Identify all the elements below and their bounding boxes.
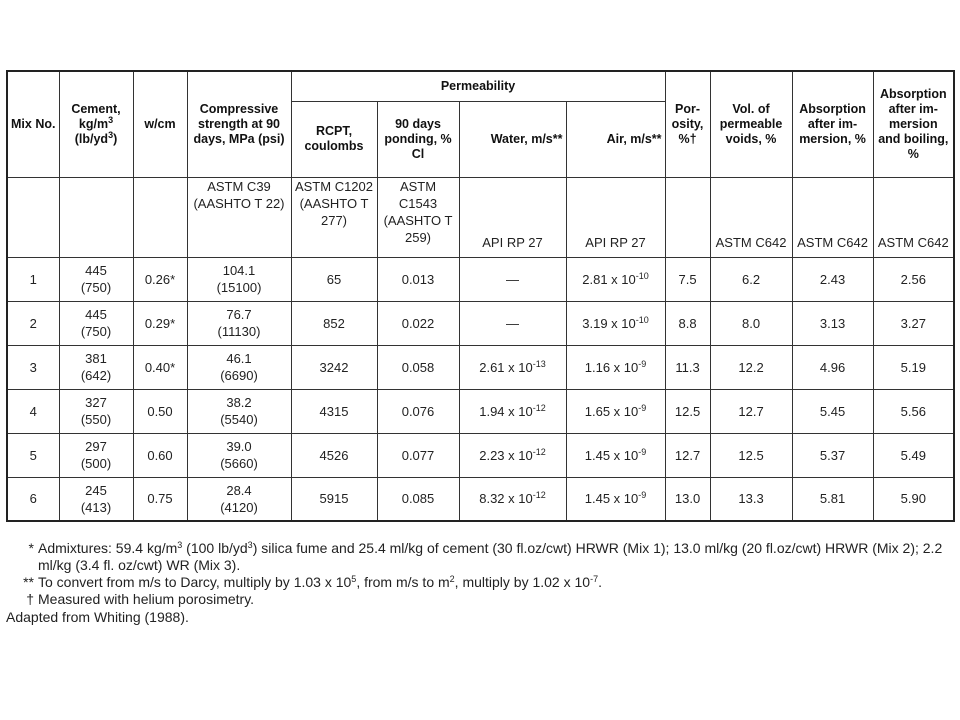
cell-air: 2.81 x $10^{-10}$ bbox=[566, 257, 665, 301]
cell-absorption-boiling: 5.19 bbox=[873, 345, 954, 389]
std-mix bbox=[7, 177, 59, 257]
cell-wcm: 0.75 bbox=[133, 477, 187, 521]
cell-porosity: 13.0 bbox=[665, 477, 710, 521]
concrete-permeability-table bbox=[6, 70, 955, 522]
cell-absorption-boiling: 3.27 bbox=[873, 301, 954, 345]
cell-cement: 297 (500) bbox=[59, 433, 133, 477]
cell-wcm: 0.50 bbox=[133, 389, 187, 433]
cell-wcm: 0.60 bbox=[133, 433, 187, 477]
cell-porosity: 8.8 bbox=[665, 301, 710, 345]
std-porosity bbox=[665, 177, 710, 257]
header-rcpt: RCPT, coulombs bbox=[291, 101, 377, 177]
cell-absorption-boiling: 5.49 bbox=[873, 433, 954, 477]
cell-mix: 5 bbox=[7, 433, 59, 477]
cell-absorption: 5.81 bbox=[792, 477, 873, 521]
std-wcm bbox=[133, 177, 187, 257]
cell-wcm: 0.29* bbox=[133, 301, 187, 345]
std-absorption-boiling: ASTM C642 bbox=[873, 177, 954, 257]
cell-strength: 28.4 (4120) bbox=[187, 477, 291, 521]
cell-air: 1.45 x $10^{-9}$ bbox=[566, 477, 665, 521]
cell-water: 8.32 x $10^{-12}$ bbox=[459, 477, 566, 521]
cell-absorption-boiling: 2.56 bbox=[873, 257, 954, 301]
cell-rcpt: 5915 bbox=[291, 477, 377, 521]
cell-porosity: 7.5 bbox=[665, 257, 710, 301]
header-permeable-voids: Vol. of permeable voids, % bbox=[710, 71, 792, 177]
cell-wcm: 0.40* bbox=[133, 345, 187, 389]
cell-water: 2.61 x $10^{-13}$ bbox=[459, 345, 566, 389]
cell-mix: 6 bbox=[7, 477, 59, 521]
std-absorption: ASTM C642 bbox=[792, 177, 873, 257]
cell-porosity: 12.7 bbox=[665, 433, 710, 477]
cell-voids: 12.7 bbox=[710, 389, 792, 433]
cell-air: 1.16 x $10^{-9}$ bbox=[566, 345, 665, 389]
cell-absorption: 4.96 bbox=[792, 345, 873, 389]
cell-rcpt: 3242 bbox=[291, 345, 377, 389]
std-water: API RP 27 bbox=[459, 177, 566, 257]
cell-cement: 327 (550) bbox=[59, 389, 133, 433]
cell-rcpt: 4315 bbox=[291, 389, 377, 433]
cell-cement: 245 (413) bbox=[59, 477, 133, 521]
header-ponding: 90 days ponding, % Cl bbox=[377, 101, 459, 177]
header-permeability: Permeability bbox=[291, 71, 665, 101]
cell-absorption-boiling: 5.56 bbox=[873, 389, 954, 433]
footnotes bbox=[6, 540, 956, 626]
table-row bbox=[7, 433, 954, 477]
header-air: Air, m/s** bbox=[566, 101, 665, 177]
cell-air: 3.19 x $10^{-10}$ bbox=[566, 301, 665, 345]
std-ponding: ASTM C1543 (AASHTO T 259) bbox=[377, 177, 459, 257]
cell-strength: 39.0 (5660) bbox=[187, 433, 291, 477]
cell-ponding: 0.022 bbox=[377, 301, 459, 345]
cell-absorption-boiling: 5.90 bbox=[873, 477, 954, 521]
table-row bbox=[7, 477, 954, 521]
std-air: API RP 27 bbox=[566, 177, 665, 257]
cell-cement: 381 (642) bbox=[59, 345, 133, 389]
cell-mix: 2 bbox=[7, 301, 59, 345]
cell-porosity: 11.3 bbox=[665, 345, 710, 389]
cell-water: 1.94 x $10^{-12}$ bbox=[459, 389, 566, 433]
std-compressive: ASTM C39 (AASHTO T 22) bbox=[187, 177, 291, 257]
cell-absorption: 3.13 bbox=[792, 301, 873, 345]
header-porosity: Por-osity, %† bbox=[665, 71, 710, 177]
table-row bbox=[7, 345, 954, 389]
cell-ponding: 0.058 bbox=[377, 345, 459, 389]
std-rcpt: ASTM C1202 (AASHTO T 277) bbox=[291, 177, 377, 257]
std-voids: ASTM C642 bbox=[710, 177, 792, 257]
cell-strength: 104.1 (15100) bbox=[187, 257, 291, 301]
cell-strength: 76.7 (11130) bbox=[187, 301, 291, 345]
cell-strength: 38.2 (5540) bbox=[187, 389, 291, 433]
header-cement: Cement, $kg/m^3$ $(lb/yd^3)$ bbox=[59, 71, 133, 177]
cell-voids: 12.2 bbox=[710, 345, 792, 389]
cell-absorption: 5.45 bbox=[792, 389, 873, 433]
cell-rcpt: 4526 bbox=[291, 433, 377, 477]
standards-row bbox=[7, 177, 954, 257]
table-body bbox=[7, 257, 954, 521]
std-cement bbox=[59, 177, 133, 257]
cell-porosity: 12.5 bbox=[665, 389, 710, 433]
cell-mix: 1 bbox=[7, 257, 59, 301]
header-wcm: w/cm bbox=[133, 71, 187, 177]
table-wrapper bbox=[6, 70, 953, 522]
cell-air: 1.45 x $10^{-9}$ bbox=[566, 433, 665, 477]
cell-absorption: 2.43 bbox=[792, 257, 873, 301]
cell-ponding: 0.085 bbox=[377, 477, 459, 521]
cell-water: — bbox=[459, 257, 566, 301]
table-row bbox=[7, 389, 954, 433]
cell-voids: 6.2 bbox=[710, 257, 792, 301]
cell-water: — bbox=[459, 301, 566, 345]
cell-water: 2.23 x $10^{-12}$ bbox=[459, 433, 566, 477]
cell-cement: 445 (750) bbox=[59, 257, 133, 301]
table-row bbox=[7, 301, 954, 345]
cell-rcpt: 852 bbox=[291, 301, 377, 345]
header-absorption-boiling: Absorption after im-mersion and boiling, % bbox=[873, 71, 954, 177]
cell-ponding: 0.077 bbox=[377, 433, 459, 477]
cell-ponding: 0.013 bbox=[377, 257, 459, 301]
footnote-helium: † Measured with helium porosimetry. bbox=[26, 591, 255, 607]
cell-voids: 8.0 bbox=[710, 301, 792, 345]
cell-strength: 46.1 (6690) bbox=[187, 345, 291, 389]
cell-wcm: 0.26* bbox=[133, 257, 187, 301]
header-compressive-strength: Compressive strength at 90 days, MPa (psi) bbox=[187, 71, 291, 177]
cell-voids: 12.5 bbox=[710, 433, 792, 477]
table-row bbox=[7, 257, 954, 301]
cell-absorption: 5.37 bbox=[792, 433, 873, 477]
header-mix: Mix No. bbox=[7, 71, 59, 177]
cell-mix: 4 bbox=[7, 389, 59, 433]
footnote-darcy-conversion: ** To convert from m/s to Darcy, multiply by 1.03 x $10^5$, from m/s to $m^2$, multiply by 1.02 x $10^{-7}$. bbox=[23, 574, 602, 590]
cell-mix: 3 bbox=[7, 345, 59, 389]
cell-rcpt: 65 bbox=[291, 257, 377, 301]
header-absorption: Absorption after im-mersion, % bbox=[792, 71, 873, 177]
cell-voids: 13.3 bbox=[710, 477, 792, 521]
cell-ponding: 0.076 bbox=[377, 389, 459, 433]
source-citation: Adapted from Whiting (1988). bbox=[6, 609, 189, 625]
footnote-admixtures: * Admixtures: 59.4 $kg/m^3$ (100 $lb/yd^3$) silica fume and 25.4 ml/kg of cement (30 fl.oz/cwt) HRWR (Mix 1); 13.0 ml/kg (20 fl.oz/cwt) HRWR (Mix 2); 2.2 ml/kg (3.4 fl. oz/cwt) WR (Mix 3). bbox=[28, 540, 943, 573]
cell-air: 1.65 x $10^{-9}$ bbox=[566, 389, 665, 433]
cell-cement: 445 (750) bbox=[59, 301, 133, 345]
header-water: Water, m/s** bbox=[459, 101, 566, 177]
